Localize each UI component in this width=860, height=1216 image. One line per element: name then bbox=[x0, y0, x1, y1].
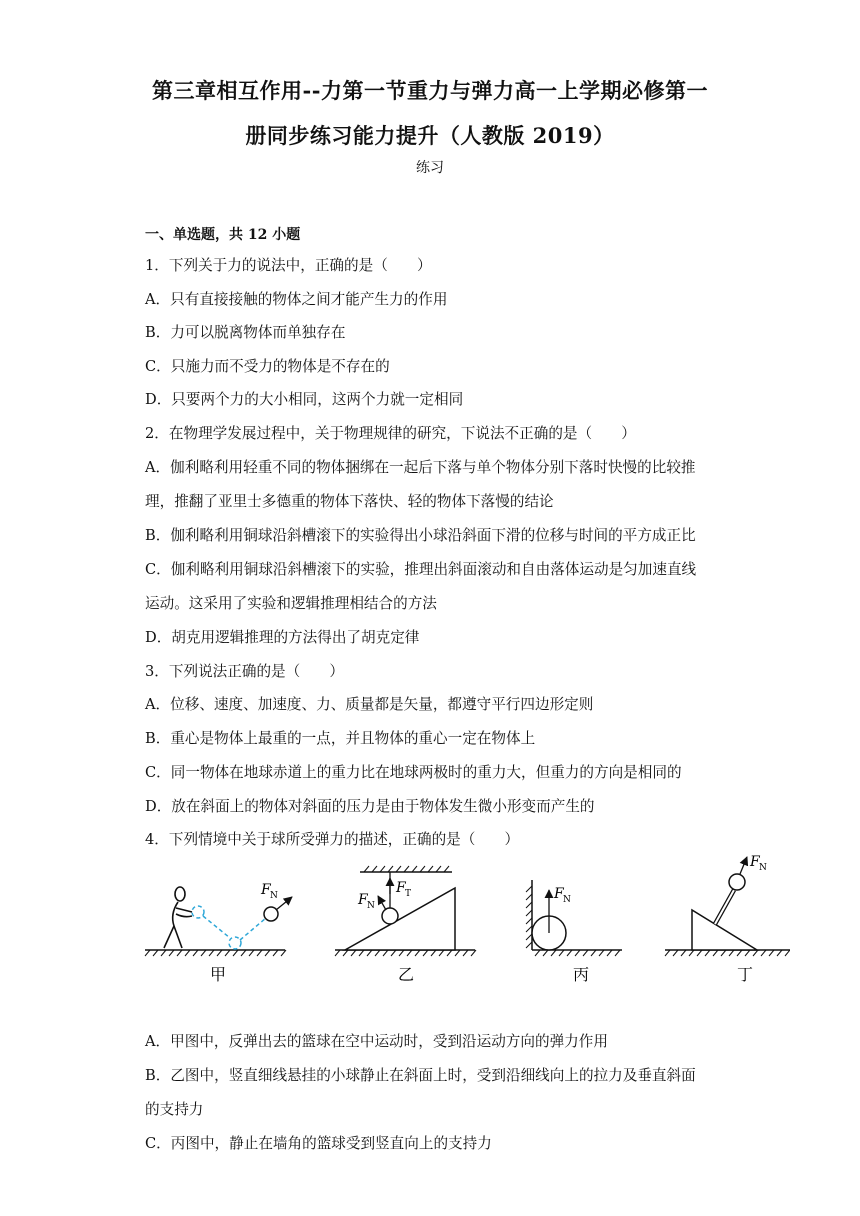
figure-jia bbox=[145, 882, 292, 984]
force-label-yi-normal: F bbox=[358, 892, 368, 908]
question-4-option-c: C．丙图中，静止在墙角的篮球受到竖直向上的支持力 bbox=[145, 1135, 492, 1152]
doc-title-line1: 第三章相互作用--力第一节重力与弹力高一上学期必修第一 bbox=[152, 78, 708, 103]
question-1-option-a: A．只有直接接触的物体之间才能产生力的作用 bbox=[145, 291, 448, 308]
svg-text:N: N bbox=[270, 891, 278, 901]
question-4-figures bbox=[140, 852, 790, 987]
question-1-option-d: D．只要两个力的大小相同，这两个力就一定相同 bbox=[145, 391, 464, 408]
force-label-jia: F bbox=[261, 882, 271, 898]
force-label-bing: F bbox=[554, 886, 564, 902]
question-4-option-a: A．甲图中，反弹出去的篮球在空中运动时，受到沿运动方向的弹力作用 bbox=[145, 1033, 608, 1050]
force-label-ding: F bbox=[750, 854, 760, 870]
question-1-stem: 1．下列关于力的说法中，正确的是（ ） bbox=[145, 257, 432, 274]
question-2-stem: 2．在物理学发展过程中，关于物理规律的研究，下说法不正确的是（ ） bbox=[145, 425, 636, 442]
question-2-option-c-cont: 运动。这采用了实验和逻辑推理相结合的方法 bbox=[145, 595, 437, 612]
doc-title-line2: 册同步练习能力提升（人教版 2019） bbox=[245, 123, 615, 148]
question-3-option-c: C．同一物体在地球赤道上的重力比在地球两极时的重力大，但重力的方向是相同的 bbox=[145, 764, 682, 781]
question-4-stem: 4．下列情境中关于球所受弹力的描述，正确的是（ ） bbox=[145, 831, 520, 848]
svg-text:T: T bbox=[405, 889, 412, 899]
question-4-option-b-cont: 的支持力 bbox=[145, 1101, 204, 1118]
figure-yi bbox=[335, 866, 476, 984]
question-1-option-b: B．力可以脱离物体而单独存在 bbox=[145, 324, 346, 341]
question-2-option-b: B．伽利略利用铜球沿斜槽滚下的实验得出小球沿斜面下滑的位移与时间的平方成正比 bbox=[145, 527, 696, 544]
question-4-option-b: B．乙图中，竖直细线悬挂的小球静止在斜面上时，受到沿细线向上的拉力及垂直斜面 bbox=[145, 1067, 696, 1084]
svg-text:N: N bbox=[563, 895, 571, 905]
figure-label-jia: 甲 bbox=[210, 965, 227, 984]
doc-subtitle: 练习 bbox=[416, 160, 444, 176]
question-2-option-d: D．胡克用逻辑推理的方法得出了胡克定律 bbox=[145, 629, 420, 646]
svg-text:N: N bbox=[367, 901, 375, 911]
question-2-option-c: C．伽利略利用铜球沿斜槽滚下的实验，推理出斜面滚动和自由落体运动是匀加速直线 bbox=[145, 561, 697, 578]
figure-label-yi: 乙 bbox=[398, 965, 415, 984]
force-label-yi-tension: F bbox=[396, 880, 406, 896]
question-1-option-c: C．只施力而不受力的物体是不存在的 bbox=[145, 358, 390, 375]
person-icon bbox=[164, 887, 192, 948]
question-3-option-b: B．重心是物体上最重的一点，并且物体的重心一定在物体上 bbox=[145, 730, 536, 747]
question-3-option-a: A．位移、速度、加速度、力、质量都是矢量，都遵守平行四边形定则 bbox=[145, 696, 594, 713]
question-3-stem: 3．下列说法正确的是（ ） bbox=[145, 663, 345, 680]
figure-label-ding: 丁 bbox=[737, 965, 754, 984]
figure-label-bing: 丙 bbox=[573, 965, 590, 984]
figure-bing bbox=[526, 880, 622, 984]
question-2-option-a: A．伽利略利用轻重不同的物体捆绑在一起后下落与单个物体分别下落时快慢的比较推 bbox=[145, 459, 696, 476]
svg-text:N: N bbox=[759, 863, 767, 873]
question-3-option-d: D．放在斜面上的物体对斜面的压力是由于物体发生微小形变而产生的 bbox=[145, 798, 595, 815]
section-heading: 一、单选题，共 12 小题 bbox=[145, 227, 301, 243]
figure-ding bbox=[665, 854, 790, 984]
question-2-option-a-cont: 理，推翻了亚里士多德重的物体下落快、轻的物体下落慢的结论 bbox=[145, 493, 554, 510]
